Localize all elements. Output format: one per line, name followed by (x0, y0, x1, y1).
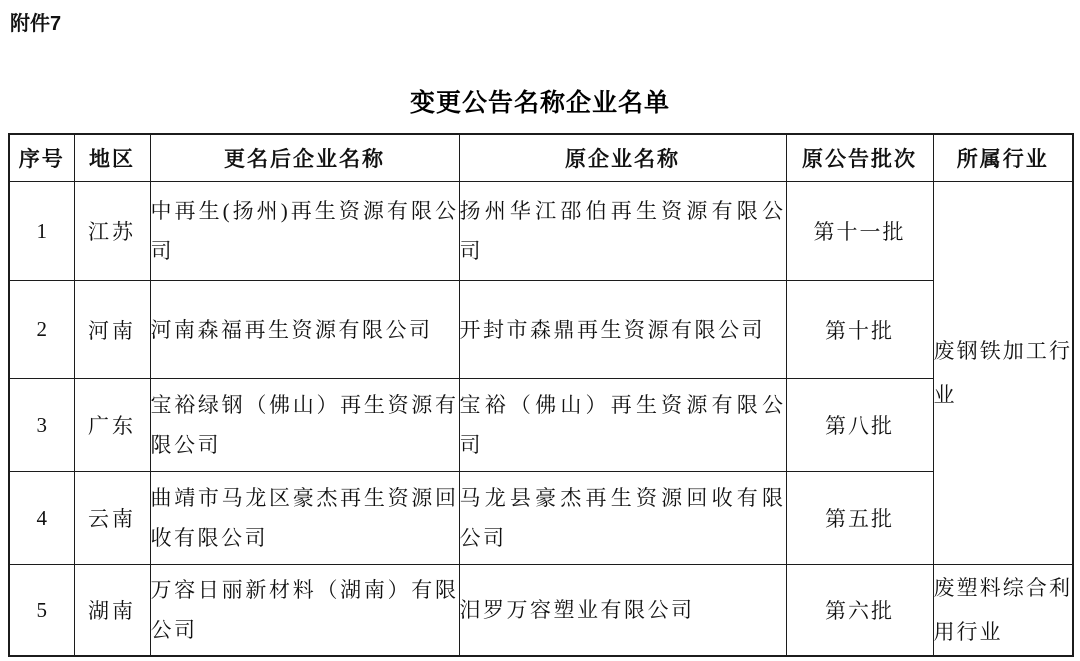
cell-batch: 第八批 (786, 379, 933, 472)
cell-serial: 3 (9, 379, 74, 472)
table-row (9, 182, 1073, 281)
cell-region: 江苏 (74, 182, 150, 281)
table-row (9, 565, 1073, 657)
cell-old-name: 汨罗万容塑业有限公司 (459, 565, 786, 657)
cell-serial: 2 (9, 281, 74, 379)
cell-industry-steel: 废钢铁加工行业 (933, 182, 1073, 565)
col-header-serial: 序号 (9, 134, 74, 182)
cell-region: 河南 (74, 281, 150, 379)
table-row (9, 472, 1073, 565)
cell-batch: 第五批 (786, 472, 933, 565)
cell-serial: 1 (9, 182, 74, 281)
col-header-industry: 所属行业 (933, 134, 1073, 182)
cell-new-name: 曲靖市马龙区豪杰再生资源回收有限公司 (150, 472, 459, 565)
table-row (9, 281, 1073, 379)
cell-serial: 5 (9, 565, 74, 657)
cell-serial: 4 (9, 472, 74, 565)
cell-industry-plastic: 废塑料综合利用行业 (933, 565, 1073, 657)
cell-old-name: 扬州华江邵伯再生资源有限公司 (459, 182, 786, 281)
cell-old-name: 马龙县豪杰再生资源回收有限公司 (459, 472, 786, 565)
cell-region: 广东 (74, 379, 150, 472)
cell-new-name: 中再生(扬州)再生资源有限公司 (150, 182, 459, 281)
cell-batch: 第十一批 (786, 182, 933, 281)
page-title: 变更公告名称企业名单 (409, 90, 670, 117)
table-header-row (9, 134, 1073, 182)
enterprise-rename-table (8, 133, 1074, 657)
col-header-new-name: 更名后企业名称 (150, 134, 459, 182)
attachment-label: 附件7 (10, 13, 62, 35)
cell-old-name: 开封市森鼎再生资源有限公司 (459, 281, 786, 379)
cell-new-name: 河南森福再生资源有限公司 (150, 281, 459, 379)
cell-new-name: 万容日丽新材料（湖南）有限公司 (150, 565, 459, 657)
table-row (9, 379, 1073, 472)
col-header-region: 地区 (74, 134, 150, 182)
cell-batch: 第六批 (786, 565, 933, 657)
col-header-batch: 原公告批次 (786, 134, 933, 182)
cell-new-name: 宝裕绿钢（佛山）再生资源有限公司 (150, 379, 459, 472)
col-header-old-name: 原企业名称 (459, 134, 786, 182)
cell-batch: 第十批 (786, 281, 933, 379)
cell-region: 云南 (74, 472, 150, 565)
cell-old-name: 宝裕（佛山）再生资源有限公司 (459, 379, 786, 472)
cell-region: 湖南 (74, 565, 150, 657)
